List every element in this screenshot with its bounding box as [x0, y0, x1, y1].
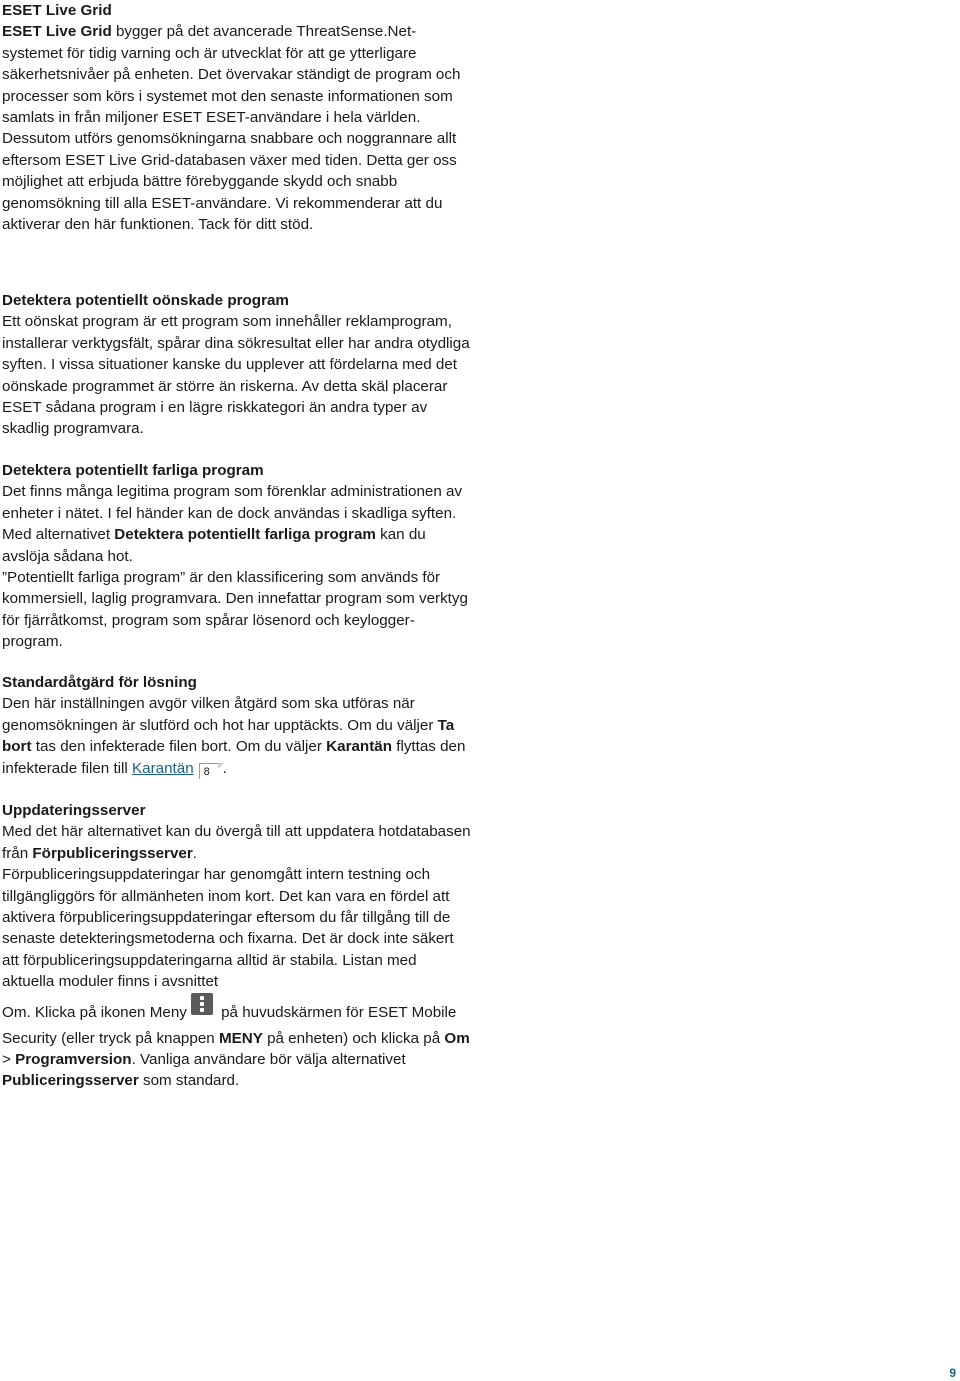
section-unwanted	[2, 290, 472, 440]
update-server-bold-4: Programversion	[15, 1051, 132, 1069]
section-update-server	[2, 800, 472, 1092]
paragraph-default-action	[2, 693, 472, 779]
page-fold-icon	[218, 763, 224, 769]
update-server-bold-5: Publiceringsserver	[2, 1072, 139, 1090]
default-action-text-4: .	[222, 759, 227, 777]
paragraph-update-server-2: Förpubliceringsuppdateringar har genomgått intern testning och tillgängliggörs för allmänheten inom kort. Det kan vara en fördel att aktivera förpubliceringsuppdateringar eftersom du får tillgång till de senaste detekteringsmetoderna och fixarna. Det är dock inte säkert att förpubliceringsuppdateringarna alltid är stabila. Listan med aktuella moduler finns i avsnittet	[2, 866, 454, 991]
paragraph-unsafe-2: ”Potentiellt farliga program” är den klassificering som används för kommersiell, laglig programvara. Den innefattar program som verktyg för fjärråtkomst, program som spårar lösenord och keylogger-program.	[2, 569, 468, 651]
section-default-action	[2, 672, 472, 779]
update-server-bold-2: MENY	[218, 1029, 263, 1047]
update-server-text-5: på huvudskärmen för ESET Mobile Security (eller tryck på knappen	[2, 1003, 457, 1047]
live-grid-bold: ESET Live Grid	[2, 23, 112, 41]
update-server-text-4: Om. Klicka på ikonen Meny	[2, 1003, 187, 1021]
section-unsafe	[2, 460, 472, 653]
update-server-bold-1: Förpubliceringsserver	[32, 844, 193, 862]
default-action-text-2: tas den infekterade filen bort. Om du väljer	[31, 738, 327, 756]
page-number: 9	[949, 1366, 956, 1380]
update-server-text-2: .	[192, 844, 197, 862]
paragraph-unsafe-1	[2, 481, 472, 567]
update-server-text-9: som standard.	[138, 1072, 240, 1090]
heading-default-action: Standardåtgärd för lösning	[2, 674, 197, 691]
section-live-grid	[2, 0, 472, 235]
page-reference-badge[interactable]	[199, 763, 223, 779]
paragraph-update-server-1	[2, 821, 472, 864]
default-action-bold-1: Ta bort	[2, 716, 455, 756]
update-server-text-1: Med det här alternativet kan du övergå till att uppdatera hotdatabasen från	[2, 823, 471, 862]
update-server-text-6: på enheten) och klicka på	[262, 1029, 445, 1047]
default-action-text-3: flyttas den infekterade filen till	[2, 738, 466, 777]
live-grid-text: bygger på det avancerade ThreatSense.Net-systemet för tidig varning och är utvecklat för att ge ytterligare säkerhetsnivåer på enheten. Det övervakar ständigt de program och processer som körs i systemet mot den senaste informationen som samlats in från miljoner ESET ESET-användare i hela världen. Dessutom utförs genomsökningarna snabbare och noggrannare allt eftersom ESET Live Grid-databasen växer med tiden. Detta ger oss möjlighet att erbjuda bättre förebyggande skydd och snabb genomsökning till alla ESET-användare. Vi rekommenderar att du aktiverar den här funktionen. Tack för ditt stöd.	[2, 23, 461, 234]
update-server-text-7: >	[2, 1051, 16, 1069]
default-action-text-1: Den här inställningen avgör vilken åtgärd som ska utföras när genomsökningen är slutförd och hot har upptäckts. Om du väljer	[2, 695, 438, 734]
page-reference-number: 8	[203, 765, 210, 778]
unsafe-text-2: kan du avslöja sådana hot.	[2, 526, 426, 565]
heading-unwanted: Detektera potentiellt oönskade program	[2, 292, 289, 309]
unsafe-text-1: Det finns många legitima program som förenklar administrationen av enheter i nätet. I fel händer kan de dock användas i skadliga syften. Med alternativet	[2, 483, 463, 544]
paragraph-unwanted: Ett oönskat program är ett program som innehåller reklamprogram, installerar verktygsfält, spårar dina sökresultat eller har andra otydliga syften. I vissa situationer kanske du upplever att fördelarna med det oönskade programmet är större än riskerna. Av detta skäl placerar ESET sådana program i en lägre riskkategori än andra typer av skadlig programvara.	[2, 313, 470, 438]
default-action-bold-2: Karantän	[326, 738, 392, 756]
heading-live-grid: ESET Live Grid	[2, 2, 112, 19]
unsafe-bold-1: Detektera potentiellt farliga program	[114, 526, 376, 544]
heading-update-server: Uppdateringsserver	[2, 802, 146, 819]
update-server-bold-3: Om	[444, 1029, 470, 1047]
menu-icon	[191, 993, 213, 1015]
heading-unsafe: Detektera potentiellt farliga program	[2, 462, 264, 479]
paragraph-update-server-3	[2, 993, 472, 1092]
paragraph-live-grid	[2, 21, 472, 235]
karantan-link[interactable]: Karantän	[132, 759, 194, 777]
update-server-text-8: . Vanliga användare bör välja alternativet	[131, 1051, 406, 1069]
